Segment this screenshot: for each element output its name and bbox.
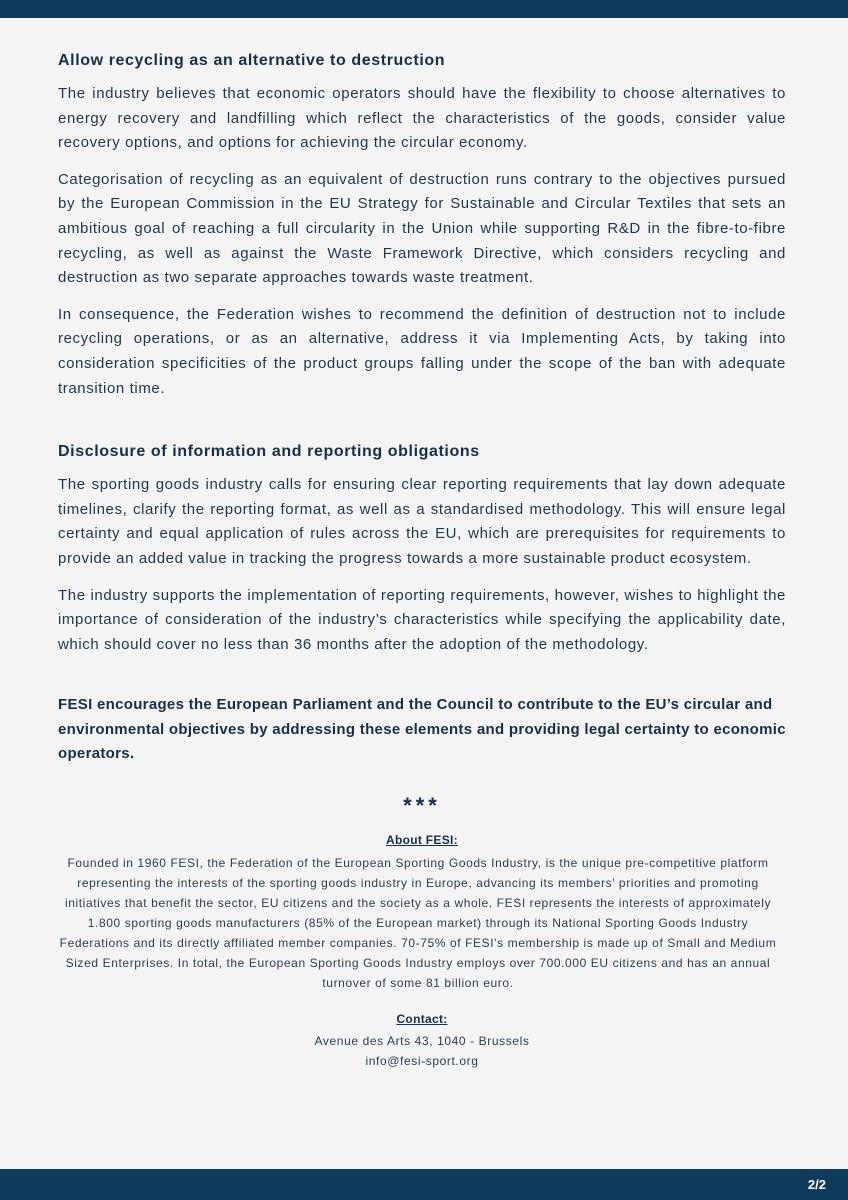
contact-address: Avenue des Arts 43, 1040 - Brussels (314, 1034, 530, 1049)
paragraph: In consequence, the Federation wishes to recommend the definition of destruction not to include recycling operations, or as an alternative, address it via Implementing Acts, by taking into consideration specificities of the product groups falling under the scope of the ban with adequate transition time. (58, 305, 786, 397)
page-number: 2/2 (807, 1177, 826, 1192)
section-heading-recycling: Allow recycling as an alternative to destruction (58, 52, 446, 69)
paragraph: Categorisation of recycling as an equivalent of destruction runs contrary to the objectives pursued by the European Commission in the EU Strategy for Sustainable and Circular Textiles that sets an ambitious goal of reaching a full circularity in the Union while supporting R&D in the fibre-to-fibre recycling, as well as against the Waste Framework Directive, which considers recycling and destruction as two separate approaches towards waste treatment. (58, 170, 786, 287)
contact-email[interactable]: info@fesi-sport.org (365, 1054, 479, 1069)
header-bar (0, 0, 848, 18)
about-heading: About FESI: (386, 833, 458, 848)
paragraph: The industry believes that economic operators should have the flexibility to choose alternatives to energy recovery and landfilling which reflect the characteristics of the goods, consider value recovery options, and options for achieving the circular economy. (58, 85, 786, 152)
document-body (58, 52, 786, 1071)
paragraph: The industry supports the implementation of reporting requirements, however, wishes to highlight the importance of consideration of the industry’s characteristics while specifying the applicability date, which should cover no less than 36 months after the adoption of the methodology. (58, 586, 786, 653)
section-spacer (58, 413, 786, 443)
contact-heading: Contact: (396, 1012, 448, 1027)
closing-statement: FESI encourages the European Parliament and the Council to contribute to the EU’s circular and environmental objectives by addressing these elements and providing legal certainty to economic operators. (58, 696, 786, 763)
section-heading-disclosure: Disclosure of information and reporting obligations (58, 443, 480, 461)
footer-bar (0, 1169, 848, 1200)
section-spacer (58, 669, 786, 693)
separator-stars: *** (403, 793, 441, 819)
about-text: Founded in 1960 FESI, the Federation of the European Sporting Goods Industry, is the unique pre-competitive platform representing the interests of the sporting goods industry in Europe, advancing its members’ priorities and promoting initiatives that benefit the sector, EU citizens and the society as a whole. FESI represents the interests of approximately 1.800 sporting goods manufacturers (85% of the European market) through its National Sporting Goods Industry Federations and its directly affiliated member companies. 70-75% of FESI's membership is made up of Small and Medium Sized Enterprises. In total, the European Sporting Goods Industry employs over 700.000 EU citizens and has an annual turnover of some 81 billion euro. (59, 856, 777, 991)
paragraph: The sporting goods industry calls for ensuring clear reporting requirements that lay down adequate timelines, clarify the reporting format, as well as a standardised methodology. This will ensure legal certainty and equal application of rules across the EU, which are prerequisites for requirements to provide an added value in tracking the progress towards a more sustainable product ecosystem. (58, 476, 786, 567)
